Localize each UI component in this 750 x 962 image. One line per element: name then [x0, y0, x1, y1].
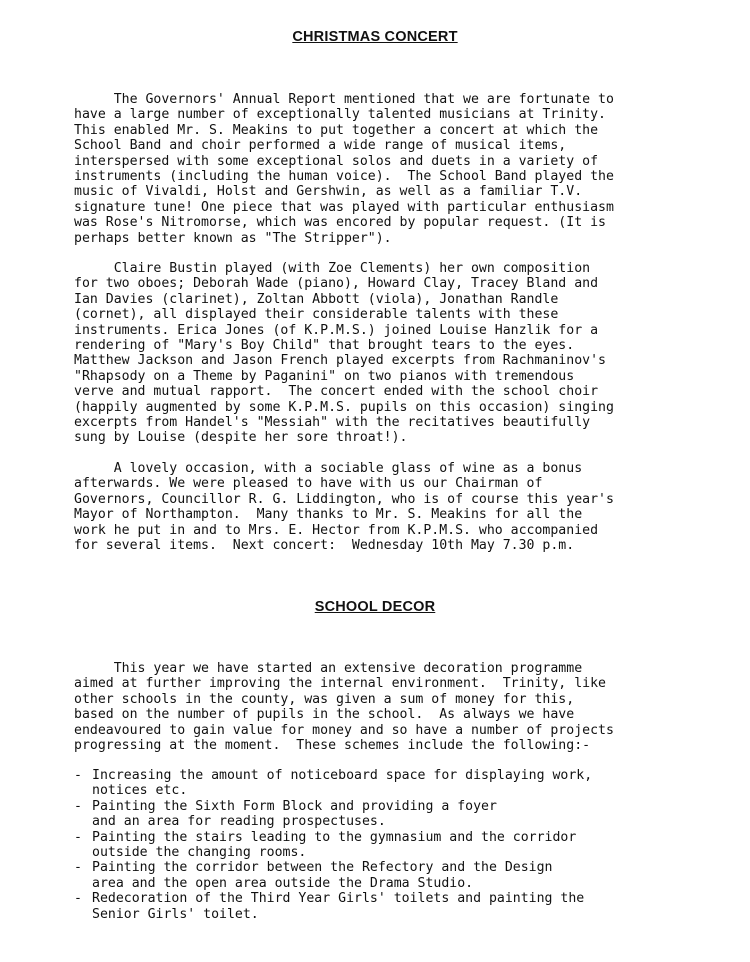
christmas-paragraph-1: The Governors' Annual Report mentioned that we are fortunate to have a large number of exceptionally talented musicians at Trinity. This enabled Mr. S. Meakins to put together a concert at which the School Band and choir performed a wide range of musical items, interspersed with some exceptional solos and duets in a variety of instruments (including the human voice). The School Band played the music of Vivaldi, Holst and Gershwin, as well as a familiar T.V. signature tune! One piece that was played with particular enthusiasm was Rose's Nitromorse, which was encored by popular request. (It is perhaps better known as "The Stripper"). — [74, 92, 614, 246]
list-dash: - — [74, 798, 82, 814]
school-decor-heading: SCHOOL DECOR — [314, 599, 436, 615]
list-dash: - — [74, 768, 82, 783]
list-item-text: Painting the corridor between the Refectory and the Design area and the open area outside the Drama Studio. — [92, 860, 553, 891]
list-item-text: Redecoration of the Third Year Girls' toilets and painting the Senior Girls' toilet. — [92, 891, 585, 922]
decor-paragraph-1: This year we have started an extensive decoration programme aimed at further improving the internal environment. Trinity, like other schools in the county, was given a sum of money for this, based on the number of pupils in the school. As always we have endeavoured to gain value for money and so have a number of projects progressing at the moment. These schemes include the following:- — [74, 661, 614, 754]
list-item — [74, 860, 714, 891]
list-dash: - — [74, 829, 82, 845]
list-item-text: Painting the Sixth Form Block and providing a foyer and an area for reading prospectuses. — [92, 798, 497, 830]
list-item — [74, 830, 714, 861]
decor-scheme-list — [74, 768, 714, 922]
list-item — [74, 891, 714, 922]
list-dash: - — [74, 891, 82, 907]
christmas-concert-heading: CHRISTMAS CONCERT — [292, 29, 458, 45]
list-item — [74, 799, 714, 830]
christmas-paragraph-3: A lovely occasion, with a sociable glass of wine as a bonus afterwards. We were pleased to have with us our Chairman of Governors, Councillor R. G. Liddington, who is of course this year's Mayor of Northampton. Many thanks to Mr. S. Meakins for all the work he put in and to Mrs. E. Hector from K.P.M.S. who accompanied for several items. Next concert: Wednesday 10th May 7.30 p.m. — [74, 461, 614, 554]
list-item-text: Increasing the amount of noticeboard space for displaying work, notices etc. — [92, 768, 593, 799]
list-item-text: Painting the stairs leading to the gymnasium and the corridor outside the changing rooms. — [92, 829, 577, 861]
list-item — [74, 768, 714, 799]
list-dash: - — [74, 860, 82, 876]
christmas-paragraph-2: Claire Bustin played (with Zoe Clements) her own composition for two oboes; Deborah Wade (piano), Howard Clay, Tracey Bland and Ian Davies (clarinet), Zoltan Abbott (viola), Jonathan Randle (cornet), all displayed their considerable talents with these instruments. Erica Jones (of K.P.M.S.) joined Louise Hanzlik for a rendering of "Mary's Boy Child" that brought tears to the eyes. Matthew Jackson and Jason French played excerpts from Rachmaninov's "Rhapsody on a Theme by Paganini" on two pianos with tremendous verve and mutual rapport. The concert ended with the school choir (happily augmented by some K.P.M.S. pupils on this occasion) singing excerpts from Handel's "Messiah" with the recitatives beautifully sung by Louise (despite her sore throat!). — [74, 261, 614, 446]
